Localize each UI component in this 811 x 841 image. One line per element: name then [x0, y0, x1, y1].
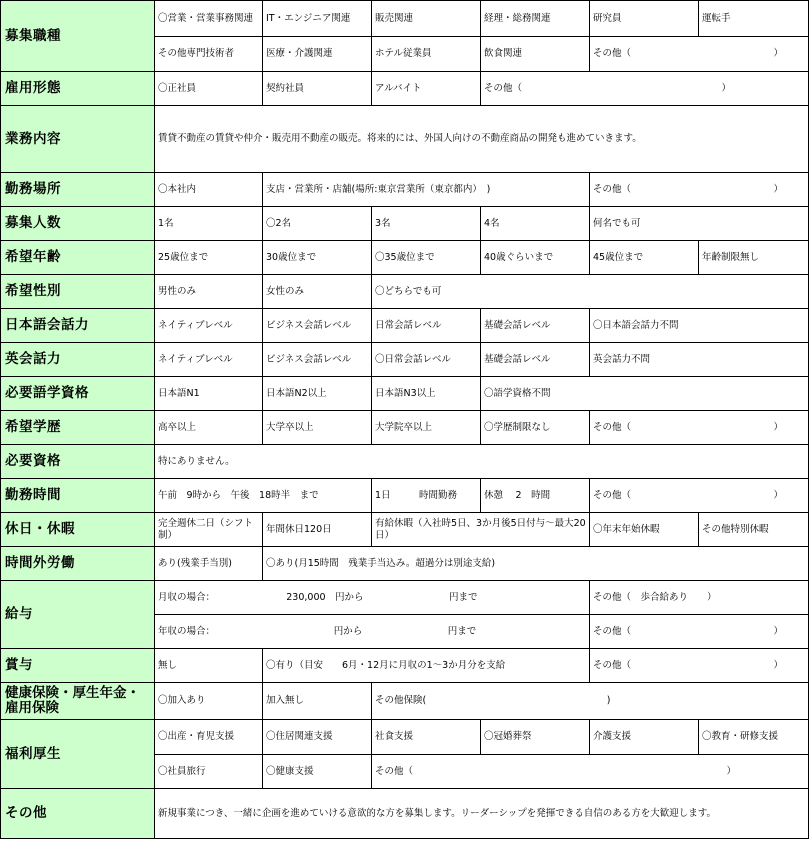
salary-monthly-other: その他（ 歩合給あり ） [589, 580, 809, 615]
welfare-option: 〇出産・育児支援 [154, 719, 263, 755]
job-type-option: 販売関連 [371, 0, 481, 37]
job-type-option: 運転手 [698, 0, 809, 37]
overtime-label: 時間外労働 [0, 546, 155, 581]
employment-option: 契約社員 [262, 71, 372, 106]
bonus-option: 〇有り（目安 6月・12月に月収の1～3か月分を支給 [262, 648, 590, 683]
job-type-option: 経理・総務関連 [480, 0, 590, 37]
qualification-label: 必要資格 [0, 444, 155, 479]
education-other: その他（ ） [589, 410, 809, 445]
job-type-other: その他（ ） [589, 36, 809, 72]
salary-annual: 年収の場合： 円から 円まで [154, 614, 590, 649]
employment-option: 〇正社員 [154, 71, 263, 106]
language-qual-option: 〇語学資格不問 [480, 376, 809, 411]
english-label: 英会話力 [0, 342, 155, 377]
job-type-option: その他専門技術者 [154, 36, 263, 72]
overtime-option: 〇あり(月15時間 残業手当込み。超過分は別途支給) [262, 546, 809, 581]
education-option: 大学卒以上 [262, 410, 372, 445]
english-option: ビジネス会話レベル [262, 342, 372, 377]
job-type-option: 研究員 [589, 0, 699, 37]
holidays-label: 休日・休暇 [0, 512, 155, 547]
location-other: その他（ ） [589, 172, 809, 207]
bonus-label: 賞与 [0, 648, 155, 683]
japanese-option: 日常会話レベル [371, 308, 481, 343]
insurance-label: 健康保険・厚生年金・雇用保険 [0, 682, 155, 720]
job-type-option: 〇営業・営業事務関連 [154, 0, 263, 37]
age-option: 25歳位まで [154, 240, 263, 275]
welfare-option: 社食支援 [371, 719, 481, 755]
welfare-option: 〇住居関連支援 [262, 719, 372, 755]
employment-other: その他（ ） [480, 71, 809, 106]
bonus-other: その他（ ） [589, 648, 809, 683]
salary-annual-other: その他（ ） [589, 614, 809, 649]
duties-text: 賃貸不動産の賃貸や仲介・販売用不動産の販売。将来的には、外国人向けの不動産商品の開発も進めていきます。 [154, 105, 809, 173]
other-text: 新規事業につき、一緒に企画を進めていける意欲的な方を募集します。リーダーシップを発揮できる自信のある方を大歓迎します。 [154, 788, 809, 839]
insurance-option: 〇加入あり [154, 682, 263, 720]
age-label: 希望年齢 [0, 240, 155, 275]
language-qual-label: 必要語学資格 [0, 376, 155, 411]
headcount-option: 3名 [371, 206, 481, 241]
education-option: 大学院卒以上 [371, 410, 481, 445]
job-type-option: ホテル従業員 [371, 36, 481, 72]
salary-label: 給与 [0, 580, 155, 649]
job-type-option: 飲食関連 [480, 36, 590, 72]
japanese-option: 〇日本語会話力不問 [589, 308, 809, 343]
welfare-other: その他（ ） [371, 754, 809, 789]
job-type-option: IT・エンジニア関連 [262, 0, 372, 37]
language-qual-option: 日本語N3以上 [371, 376, 481, 411]
japanese-option: ビジネス会話レベル [262, 308, 372, 343]
holidays-option: 年間休日120日 [262, 512, 372, 547]
gender-label: 希望性別 [0, 274, 155, 309]
hours-label: 勤務時間 [0, 478, 155, 513]
age-option: 年齢制限無し [698, 240, 809, 275]
job-type-label: 募集職種 [0, 0, 155, 72]
holidays-option: 有給休暇（入社時5日、3か月後5日付与～最大20日） [371, 512, 590, 547]
age-option: 30歳位まで [262, 240, 372, 275]
headcount-label: 募集人数 [0, 206, 155, 241]
language-qual-option: 日本語N2以上 [262, 376, 372, 411]
age-option: 45歳位まで [589, 240, 699, 275]
employment-option: アルバイト [371, 71, 481, 106]
english-option: 〇日常会話レベル [371, 342, 481, 377]
insurance-other: その他保険( ) [371, 682, 809, 720]
hours-option: 1日 時間勤務 [371, 478, 481, 513]
overtime-option: あり(残業手当別) [154, 546, 263, 581]
hours-other: その他（ ） [589, 478, 809, 513]
qualification-text: 特にありません。 [154, 444, 809, 479]
holidays-option: 完全週休二日（シフト制） [154, 512, 263, 547]
education-label: 希望学歴 [0, 410, 155, 445]
welfare-option: 〇社員旅行 [154, 754, 263, 789]
employment-label: 雇用形態 [0, 71, 155, 106]
location-option: 〇本社内 [154, 172, 263, 207]
japanese-option: 基礎会話レベル [480, 308, 590, 343]
welfare-option: 〇健康支援 [262, 754, 372, 789]
education-option: 〇学歴制限なし [480, 410, 590, 445]
japanese-label: 日本語会話力 [0, 308, 155, 343]
english-option: ネイティブレベル [154, 342, 263, 377]
welfare-label: 福利厚生 [0, 719, 155, 789]
gender-option: 女性のみ [262, 274, 372, 309]
welfare-option: 介護支援 [589, 719, 699, 755]
welfare-option: 〇冠婚葬祭 [480, 719, 590, 755]
hours-option: 午前 9時から 午後 18時半 まで [154, 478, 372, 513]
headcount-option: 1名 [154, 206, 263, 241]
age-option: 〇35歳位まで [371, 240, 481, 275]
bonus-option: 無し [154, 648, 263, 683]
language-qual-option: 日本語N1 [154, 376, 263, 411]
location-label: 勤務場所 [0, 172, 155, 207]
holidays-option: 〇年末年始休暇 [589, 512, 699, 547]
job-type-option: 医療・介護関連 [262, 36, 372, 72]
english-option: 英会話力不問 [589, 342, 809, 377]
duties-label: 業務内容 [0, 105, 155, 173]
location-option: 支店・営業所・店舗(場所:東京営業所（東京都内） ) [262, 172, 590, 207]
education-option: 高卒以上 [154, 410, 263, 445]
gender-option: 男性のみ [154, 274, 263, 309]
headcount-option: 4名 [480, 206, 590, 241]
headcount-option: 何名でも可 [589, 206, 809, 241]
hours-option: 休憩 2 時間 [480, 478, 590, 513]
english-option: 基礎会話レベル [480, 342, 590, 377]
headcount-option: 〇2名 [262, 206, 372, 241]
other-label: その他 [0, 788, 155, 839]
insurance-option: 加入無し [262, 682, 372, 720]
welfare-option: 〇教育・研修支援 [698, 719, 809, 755]
age-option: 40歳ぐらいまで [480, 240, 590, 275]
holidays-option: その他特別休暇 [698, 512, 809, 547]
salary-monthly: 月収の場合： 230,000 円から 円まで [154, 580, 590, 615]
japanese-option: ネイティブレベル [154, 308, 263, 343]
gender-option: 〇どちらでも可 [371, 274, 809, 309]
